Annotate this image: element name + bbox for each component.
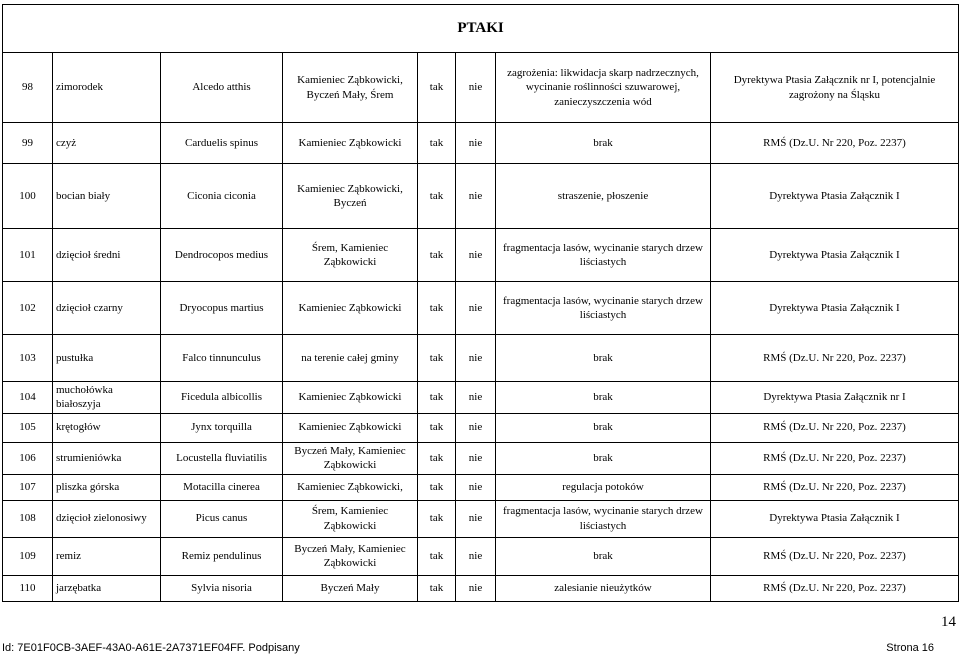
table-row [3,335,959,382]
protection-status: RMŚ (Dz.U. Nr 220, Poz. 2237) [711,474,959,500]
col-nie: nie [456,575,496,601]
location: Kamieniec Ząbkowicki [283,282,418,335]
col-nie: nie [456,382,496,414]
table-row [3,474,959,500]
col-nie: nie [456,53,496,123]
latin-name: Carduelis spinus [161,123,283,164]
species-name: dzięcioł zielonosiwy [53,500,161,537]
location: Kamieniec Ząbkowicki, Byczeń [283,164,418,229]
protection-status: RMŚ (Dz.U. Nr 220, Poz. 2237) [711,413,959,442]
latin-name: Jynx torquilla [161,413,283,442]
col-nie: nie [456,474,496,500]
species-name: dzięcioł czarny [53,282,161,335]
latin-name: Motacilla cinerea [161,474,283,500]
species-name: pustułka [53,335,161,382]
latin-name: Alcedo atthis [161,53,283,123]
col-nie: nie [456,164,496,229]
table-title: PTAKI [3,5,959,53]
col-nie: nie [456,123,496,164]
latin-name: Remiz pendulinus [161,537,283,575]
threats: fragmentacja lasów, wycinanie starych drzew liściastych [496,229,711,282]
latin-name: Dendrocopos medius [161,229,283,282]
location: Kamieniec Ząbkowicki, Byczeń Mały, Śrem [283,53,418,123]
table-row [3,575,959,601]
protection-status: RMŚ (Dz.U. Nr 220, Poz. 2237) [711,442,959,474]
threats: brak [496,123,711,164]
protection-status: RMŚ (Dz.U. Nr 220, Poz. 2237) [711,123,959,164]
table-row [3,537,959,575]
col-nie: nie [456,229,496,282]
species-name: strumieniówka [53,442,161,474]
table-row [3,442,959,474]
threats: brak [496,537,711,575]
col-tak: tak [418,500,456,537]
species-name: remiz [53,537,161,575]
table-row [3,123,959,164]
location: Kamieniec Ząbkowicki [283,123,418,164]
protection-status: RMŚ (Dz.U. Nr 220, Poz. 2237) [711,335,959,382]
location: Kamieniec Ząbkowicki [283,382,418,414]
species-name: krętogłów [53,413,161,442]
protection-status: Dyrektywa Ptasia Załącznik I [711,164,959,229]
col-nie: nie [456,282,496,335]
row-number: 102 [3,282,53,335]
protection-status: Dyrektywa Ptasia Załącznik I [711,282,959,335]
species-name: dzięcioł średni [53,229,161,282]
row-number: 101 [3,229,53,282]
threats: brak [496,335,711,382]
latin-name: Ficedula albicollis [161,382,283,414]
col-tak: tak [418,537,456,575]
col-nie: nie [456,335,496,382]
location: Kamieniec Ząbkowicki [283,413,418,442]
threats: brak [496,442,711,474]
location: Byczeń Mały, Kamieniec Ząbkowicki [283,442,418,474]
table-row [3,413,959,442]
col-tak: tak [418,53,456,123]
species-name: bocian biały [53,164,161,229]
row-number: 100 [3,164,53,229]
latin-name: Dryocopus martius [161,282,283,335]
document-id: Id: 7E01F0CB-3AEF-43A0-A61E-2A7371EF04FF. Podpisany [2,642,300,654]
col-nie: nie [456,500,496,537]
row-number: 106 [3,442,53,474]
col-tak: tak [418,474,456,500]
location: Byczeń Mały, Kamieniec Ząbkowicki [283,537,418,575]
table-row [3,53,959,123]
threats: zalesianie nieużytków [496,575,711,601]
threats: fragmentacja lasów, wycinanie starych drzew liściastych [496,500,711,537]
col-tak: tak [418,442,456,474]
latin-name: Falco tinnunculus [161,335,283,382]
latin-name: Ciconia ciconia [161,164,283,229]
threats: straszenie, płoszenie [496,164,711,229]
latin-name: Picus canus [161,500,283,537]
row-number: 105 [3,413,53,442]
birds-table [2,4,959,602]
protection-status: Dyrektywa Ptasia Załącznik I [711,229,959,282]
col-nie: nie [456,413,496,442]
location: Śrem, Kamieniec Ząbkowicki [283,229,418,282]
table-row [3,500,959,537]
col-nie: nie [456,442,496,474]
species-name: zimorodek [53,53,161,123]
col-tak: tak [418,575,456,601]
footer [0,640,960,656]
col-tak: tak [418,123,456,164]
latin-name: Sylvia nisoria [161,575,283,601]
threats: brak [496,382,711,414]
species-name: pliszka górska [53,474,161,500]
col-tak: tak [418,229,456,282]
location: na terenie całej gminy [283,335,418,382]
table-title-row [3,5,959,53]
table-row [3,164,959,229]
protection-status: Dyrektywa Ptasia Załącznik nr I, potencjalnie zagrożony na Śląsku [711,53,959,123]
row-number: 110 [3,575,53,601]
col-tak: tak [418,282,456,335]
latin-name: Locustella fluviatilis [161,442,283,474]
row-number: 108 [3,500,53,537]
col-tak: tak [418,164,456,229]
table-row [3,382,959,414]
row-number: 107 [3,474,53,500]
col-tak: tak [418,382,456,414]
row-number: 98 [3,53,53,123]
col-tak: tak [418,413,456,442]
species-name: czyż [53,123,161,164]
protection-status: RMŚ (Dz.U. Nr 220, Poz. 2237) [711,537,959,575]
threats: fragmentacja lasów, wycinanie starych drzew liściastych [496,282,711,335]
table-row [3,282,959,335]
footer-page-number: Strona 16 [886,642,934,654]
row-number: 104 [3,382,53,414]
row-number: 109 [3,537,53,575]
protection-status: RMŚ (Dz.U. Nr 220, Poz. 2237) [711,575,959,601]
table-row [3,229,959,282]
threats: brak [496,413,711,442]
table-body [3,5,959,602]
species-name: jarzębatka [53,575,161,601]
species-name: muchołówka białoszyja [53,382,161,414]
page-number: 14 [941,614,956,630]
threats: zagrożenia: likwidacja skarp nadrzecznych, wycinanie roślinności szuwarowej, zanieczyszczenia wód [496,53,711,123]
location: Śrem, Kamieniec Ząbkowicki [283,500,418,537]
col-tak: tak [418,335,456,382]
row-number: 103 [3,335,53,382]
protection-status: Dyrektywa Ptasia Załącznik nr I [711,382,959,414]
location: Byczeń Mały [283,575,418,601]
threats: regulacja potoków [496,474,711,500]
row-number: 99 [3,123,53,164]
location: Kamieniec Ząbkowicki, [283,474,418,500]
protection-status: Dyrektywa Ptasia Załącznik I [711,500,959,537]
col-nie: nie [456,537,496,575]
